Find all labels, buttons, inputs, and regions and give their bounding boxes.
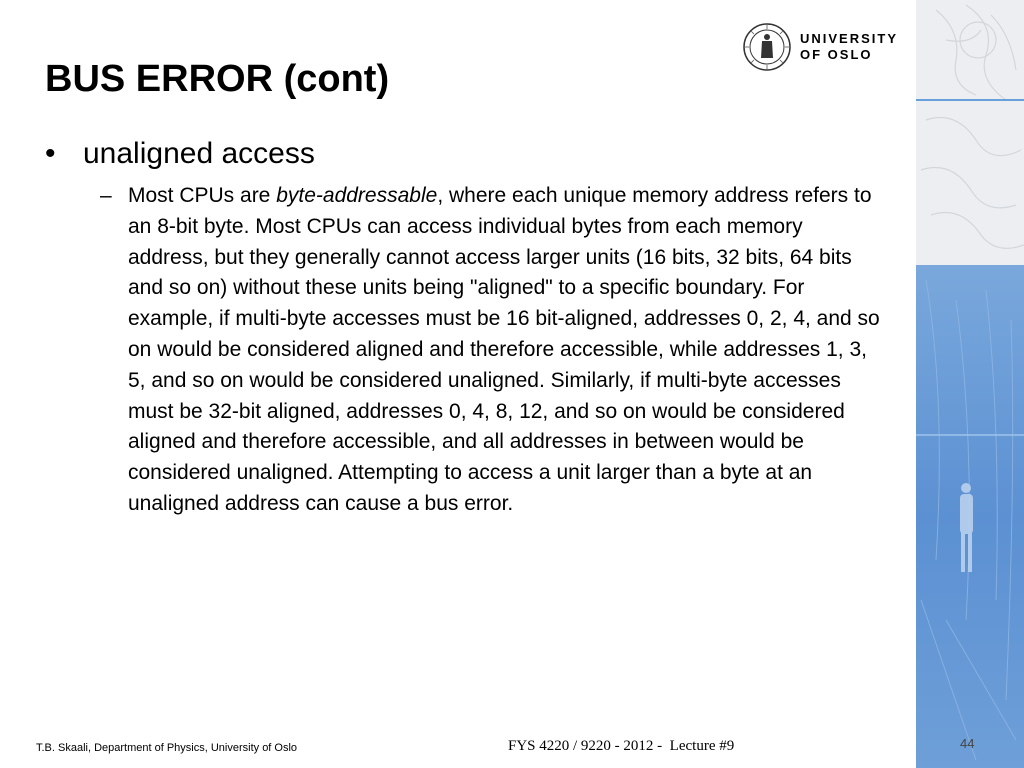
- footer-course: FYS 4220 / 9220 - 2012 - Lecture #9: [508, 738, 735, 754]
- university-name-line1: UNIVERSITY: [800, 31, 899, 46]
- bullet-marker: •: [45, 137, 56, 170]
- footer-author: T.B. Skaali, Department of Physics, University of Oslo: [36, 742, 298, 754]
- university-logo: [742, 22, 902, 74]
- decorative-side-strip: [916, 0, 1024, 768]
- university-name: [800, 31, 898, 63]
- university-seal-icon: [742, 22, 792, 72]
- page-number: 44: [960, 736, 975, 751]
- university-name-line2: OF OSLO: [800, 47, 873, 62]
- sub-text-body: , where each unique memory address refers to an 8-bit byte. Most CPUs can access individual bytes from each memory address, but they generally cannot access larger units (16 bits, 32 bits, 64 bits and so on) without these units being "aligned" to a specific boundary. For example, if multi-byte accesses must be 16 bit-aligned, addresses 0, 2, 4, and so on would be considered aligned and therefore accessible, while addresses 1, 3, 5, and so on would be considered unaligned. Similarly, if multi-byte accesses must be 32-bit aligned, addresses 0, 4, 8, 12, and so on would be considered aligned and therefore accessible, and all addresses in between would be considered unaligned. Attempting to access a unit larger than a byte at an unaligned address can cause a bus error.: [128, 184, 880, 515]
- sub-text-italic-term: byte-addressable: [276, 184, 438, 207]
- sub-text-intro: Most CPUs are: [128, 184, 277, 207]
- sub-bullet-text: [128, 181, 883, 520]
- side-strip-art: [916, 0, 1024, 768]
- bullet-text: unaligned access: [83, 137, 315, 170]
- slide-title: BUS ERROR (cont): [45, 58, 390, 100]
- sub-bullet-marker: –: [100, 184, 112, 207]
